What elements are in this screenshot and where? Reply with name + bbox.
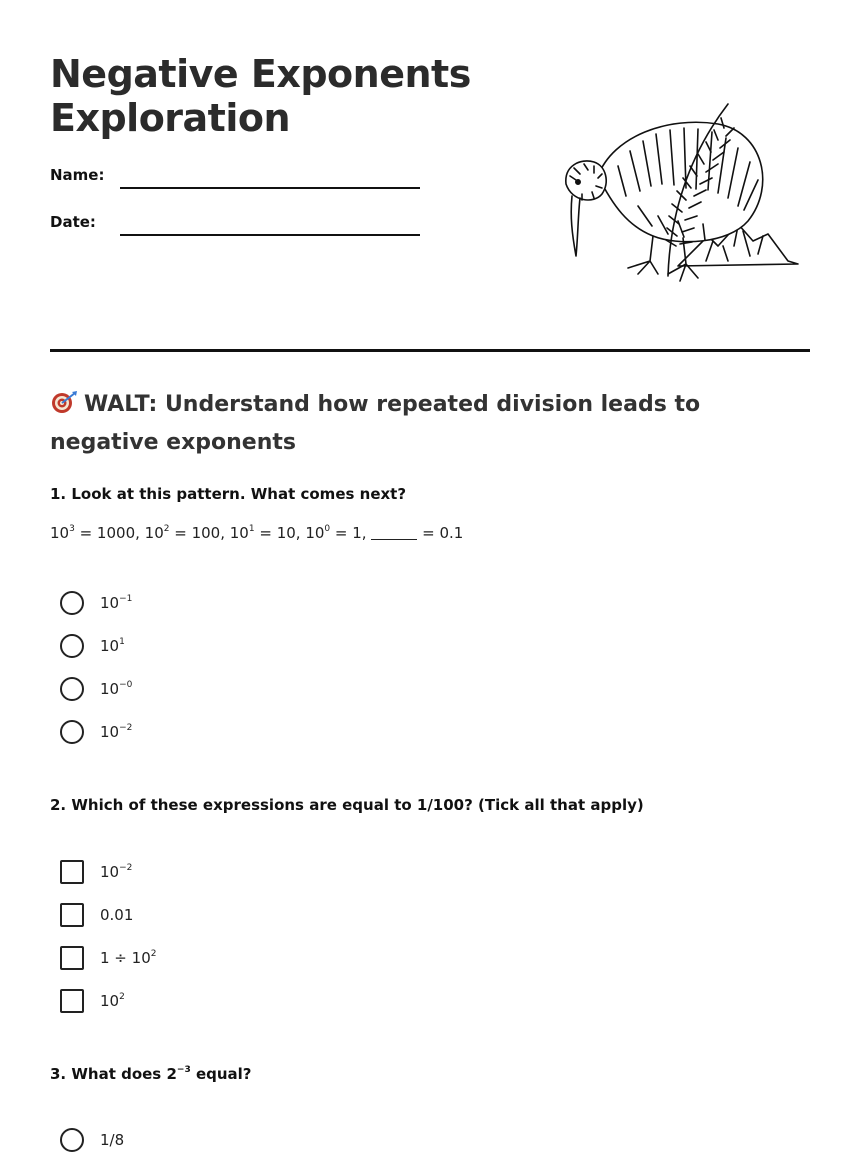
kiwi-bird-illustration — [558, 96, 803, 288]
pattern-sequence: $10^3 = 1000$, $10^2 = 100$, $10^1 = 10$, $10^0 = 1$, = 0.1 — [50, 524, 464, 542]
date-label: Date: — [50, 213, 96, 231]
name-input-line[interactable] — [120, 187, 420, 189]
option-label: $10^{-0}$ — [100, 680, 133, 698]
radio-button[interactable] — [60, 1128, 84, 1152]
radio-button[interactable] — [60, 591, 84, 615]
question-1: 1. Look at this pattern. What comes next? — [50, 485, 407, 503]
q2-option-2[interactable] — [60, 902, 133, 928]
target-icon — [50, 390, 78, 414]
option-label: $10^2$ — [100, 992, 125, 1010]
q2-option-1[interactable] — [60, 859, 132, 885]
checkbox[interactable] — [60, 989, 84, 1013]
date-field — [50, 213, 96, 231]
q1-option-4[interactable] — [60, 719, 132, 745]
question-3: 3. What does $2^{-3}$ equal? — [50, 1065, 252, 1083]
q1-option-2[interactable] — [60, 633, 125, 659]
option-label: $10^{-1}$ — [100, 594, 133, 612]
name-field — [50, 166, 104, 184]
walt-heading — [50, 386, 810, 462]
checkbox[interactable] — [60, 860, 84, 884]
section-divider — [50, 349, 810, 352]
q1-option-1[interactable] — [60, 590, 132, 616]
answer-blank — [371, 527, 417, 540]
page-title: Negative Exponents Exploration — [50, 52, 471, 140]
question-2: 2. Which of these expressions are equal to 1/100? (Tick all that apply) — [50, 796, 644, 814]
checkbox[interactable] — [60, 946, 84, 970]
checkbox[interactable] — [60, 903, 84, 927]
option-label: $1 \div 10^2$ — [100, 949, 157, 967]
q2-option-3[interactable] — [60, 945, 156, 971]
option-label: $10^{-2}$ — [100, 723, 133, 741]
option-label: $10^1$ — [100, 637, 125, 655]
radio-button[interactable] — [60, 677, 84, 701]
radio-button[interactable] — [60, 634, 84, 658]
option-label: $10^{-2}$ — [100, 863, 133, 881]
q3-option-1[interactable] — [60, 1127, 124, 1153]
walt-text: WALT: Understand how repeated division leads to negative exponents — [50, 392, 701, 455]
option-label: 1/8 — [100, 1131, 125, 1149]
option-label: 0.01 — [100, 906, 134, 924]
date-input-line[interactable] — [120, 234, 420, 236]
q1-option-3[interactable] — [60, 676, 132, 702]
name-label: Name: — [50, 166, 105, 184]
q2-option-4[interactable] — [60, 988, 125, 1014]
radio-button[interactable] — [60, 720, 84, 744]
